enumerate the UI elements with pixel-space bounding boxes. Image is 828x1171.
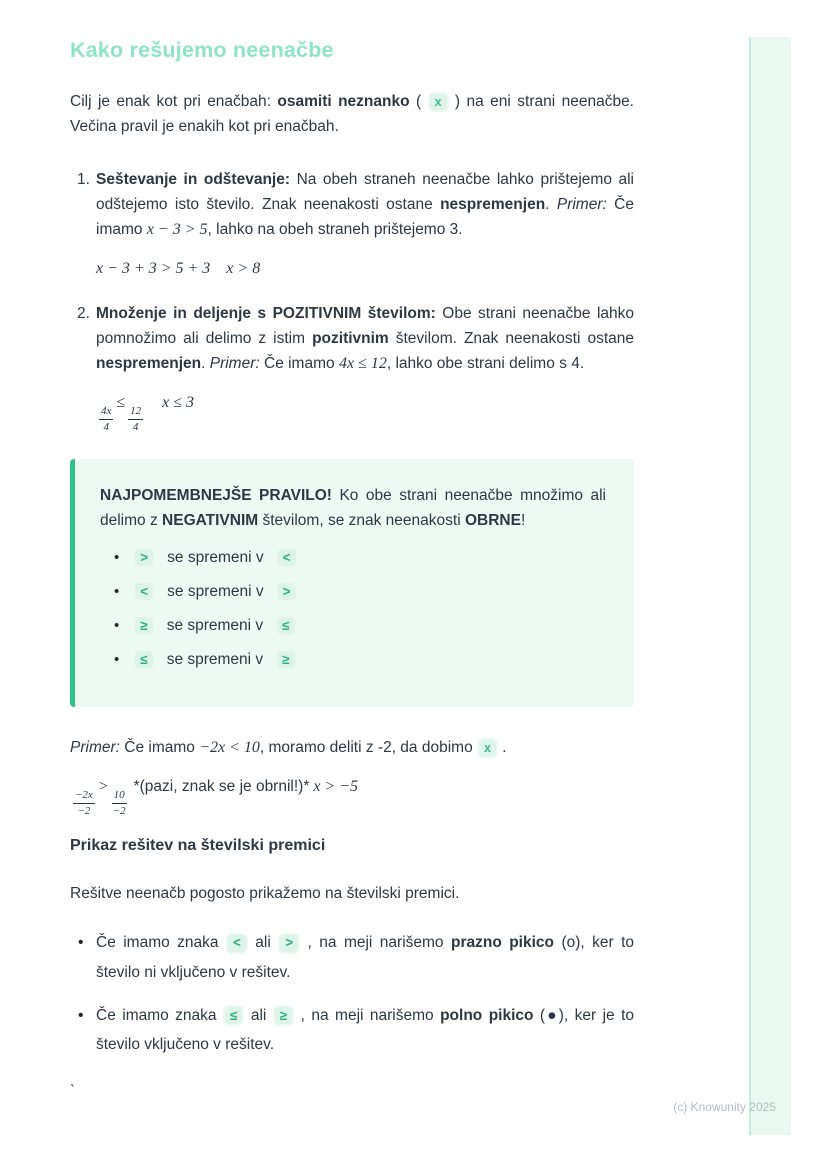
example-text-2: , moramo deliti z -2, da dobimo: [259, 739, 477, 757]
b2-text-2: ali: [244, 1006, 273, 1024]
example-text-3: .: [497, 739, 507, 757]
side-accent-strip: [749, 37, 791, 1135]
rule-item-addition: [70, 167, 634, 281]
rule-1-text-2: .: [545, 196, 557, 214]
bullet-dot: •: [114, 651, 120, 669]
greater-sign-badge: >: [276, 581, 298, 602]
formula-3-operator: >: [97, 777, 109, 795]
rule-2-bold-2: pozitivnim: [312, 329, 389, 347]
callout-bold-2: NEGATIVNIM: [162, 511, 259, 529]
change-label: se spremeni v: [166, 650, 264, 668]
sign-change-row: [114, 649, 606, 670]
formula-2-result: x ≤ 3: [162, 393, 195, 411]
b2-text-3: , na meji narišemo: [294, 1006, 441, 1024]
document-content: [70, 38, 634, 1114]
callout-text-1: Ko obe strani neenačbe množimo ali delimo z: [100, 486, 606, 529]
less-sign-badge: <: [276, 547, 298, 568]
less-sign-badge: <: [133, 581, 155, 602]
rule-number-1: 1.: [77, 171, 90, 189]
b1-bold: prazno pikico: [450, 934, 555, 952]
less-equal-sign-badge: ≤: [275, 615, 296, 636]
change-label: se spremeni v: [167, 548, 264, 566]
formula-3-result: x > −5: [313, 777, 359, 795]
rule-item-multiplication: [70, 301, 634, 433]
rule-1-paragraph: [96, 167, 634, 243]
formula-2-operator: ≤: [116, 393, 126, 411]
callout-text-2: številom, se znak neenakosti: [258, 511, 465, 529]
unknown-x-badge: x: [428, 92, 449, 112]
callout-title: NAJPOMEMBNEJŠE PRAVILO!: [100, 486, 332, 504]
open-dot-rule-item: [70, 928, 634, 987]
formula-negative-division: [70, 775, 634, 817]
b1-text-3: , na meji narišemo: [300, 934, 451, 952]
rule-2-inline-math: 4x ≤ 12: [338, 354, 387, 372]
callout-bold-3: OBRNE: [464, 511, 521, 529]
rules-list: [70, 167, 634, 433]
less-equal-sign-badge: ≤: [133, 649, 154, 670]
footer-credit: (c) Knowunity 2025: [673, 1100, 776, 1114]
rule-1-bold-2: nespremenjen: [440, 196, 546, 214]
rule-2-bold-3: nespremenjen: [96, 354, 202, 372]
number-line-list: [70, 928, 634, 1060]
b2-text-1: Če imamo znaka: [96, 1006, 223, 1024]
example-text-1: Če imamo: [119, 739, 200, 757]
change-label: se spremeni v: [167, 582, 264, 600]
rule-2-text-5: , lahko obe strani delimo s 4.: [386, 354, 585, 372]
rule-2-paragraph: [96, 301, 634, 377]
fraction-4x-over-4: $\frac{4x}{4}$: [101, 404, 112, 433]
intro-bold: osamiti neznanko: [277, 93, 410, 110]
bullet-dot: •: [114, 617, 120, 635]
formula-3-warning-note: *(pazi, znak se je obrnil!)*: [133, 777, 310, 795]
rule-1-title: Seštevanje in odštevanje:: [96, 171, 291, 189]
rule-2-text-1: Obe strani neenačbe lahko pomnožimo ali delimo z istim: [96, 304, 635, 347]
rule-2-primer-label: Primer:: [209, 354, 260, 372]
rule-1-text-4: , lahko na obeh straneh prištejemo 3.: [207, 221, 463, 239]
greater-sign-badge: >: [133, 547, 155, 568]
formula-1-left: x − 3 + 3 > 5 + 3: [96, 260, 211, 278]
b2-text-4: (●), ker je to število vključeno v rešitev.: [96, 1006, 634, 1054]
b1-text-2: ali: [247, 934, 279, 952]
change-label: se spremeni v: [166, 616, 264, 634]
callout-paragraph: [100, 483, 606, 533]
filled-dot-rule-item: [70, 1001, 634, 1060]
number-line-intro: Rešitve neenačb pogosto prikažemo na številski premici.: [70, 884, 460, 902]
rule-1-text-3: Če imamo: [96, 196, 634, 239]
sign-change-list: [100, 547, 606, 670]
intro-text-2: (: [409, 93, 428, 110]
rule-2-title: Množenje in deljenje s POZITIVNIM številom:: [96, 304, 436, 322]
bullet-dot: •: [114, 583, 120, 601]
important-rule-callout: [70, 459, 634, 707]
b2-bold: polno pikico: [440, 1006, 534, 1024]
stray-backtick: `: [70, 1081, 75, 1099]
number-line-heading: Prikaz rešitev na številski premici: [70, 836, 326, 854]
example-paragraph: [70, 735, 634, 761]
b1-text-4: (o), ker to število ni vključeno v rešitev.: [96, 934, 635, 981]
intro-text-3: ) na eni strani neenačbe. Večina pravil je enakih kot pri enačbah.: [70, 93, 634, 136]
sign-change-row: [114, 581, 606, 602]
example-inline-math: −2x < 10: [199, 739, 260, 757]
formula-addition: [96, 257, 634, 280]
rule-2-text-2: številom. Znak neenakosti ostane: [388, 329, 634, 347]
greater-equal-sign-badge: ≥: [133, 615, 154, 636]
fraction-10-over-neg2: $\frac{10}{-2}$: [112, 788, 126, 817]
rule-1-inline-math: x − 3 > 5: [146, 221, 208, 239]
less-sign-badge: <: [226, 933, 248, 954]
page-title: Kako rešujemo neenačbe: [70, 38, 334, 62]
fraction-neg2x-over-neg2: $\frac{-2x}{-2}$: [75, 788, 93, 817]
rule-number-2: 2.: [77, 304, 90, 322]
rule-2-text-4: Če imamo: [259, 354, 339, 372]
callout-text-3: !: [520, 511, 526, 529]
b1-text-1: Če imamo znaka: [96, 934, 226, 952]
example-primer-label: Primer:: [70, 739, 120, 757]
intro-paragraph: [70, 89, 634, 139]
rule-1-primer-label: Primer:: [556, 196, 607, 214]
result-x-badge: x: [477, 738, 498, 758]
bullet-dot: •: [114, 549, 120, 567]
less-equal-sign-badge: ≤: [223, 1005, 244, 1026]
greater-sign-badge: >: [278, 933, 300, 954]
intro-text-1: Cilj je enak kot pri enačbah:: [70, 93, 278, 110]
sign-change-row: [114, 615, 606, 636]
rule-2-text-3: .: [201, 354, 210, 372]
formula-1-right: x > 8: [226, 260, 261, 278]
rule-1-text-1: Na obeh straneh neenačbe lahko prištejemo ali odštejemo isto število. Znak neenakosti ostane: [96, 171, 634, 214]
greater-equal-sign-badge: ≥: [273, 1005, 294, 1026]
greater-equal-sign-badge: ≥: [275, 649, 296, 670]
formula-division: [96, 391, 634, 433]
sign-change-row: [114, 547, 606, 568]
fraction-12-over-4: $\frac{12}{4}$: [130, 404, 142, 433]
